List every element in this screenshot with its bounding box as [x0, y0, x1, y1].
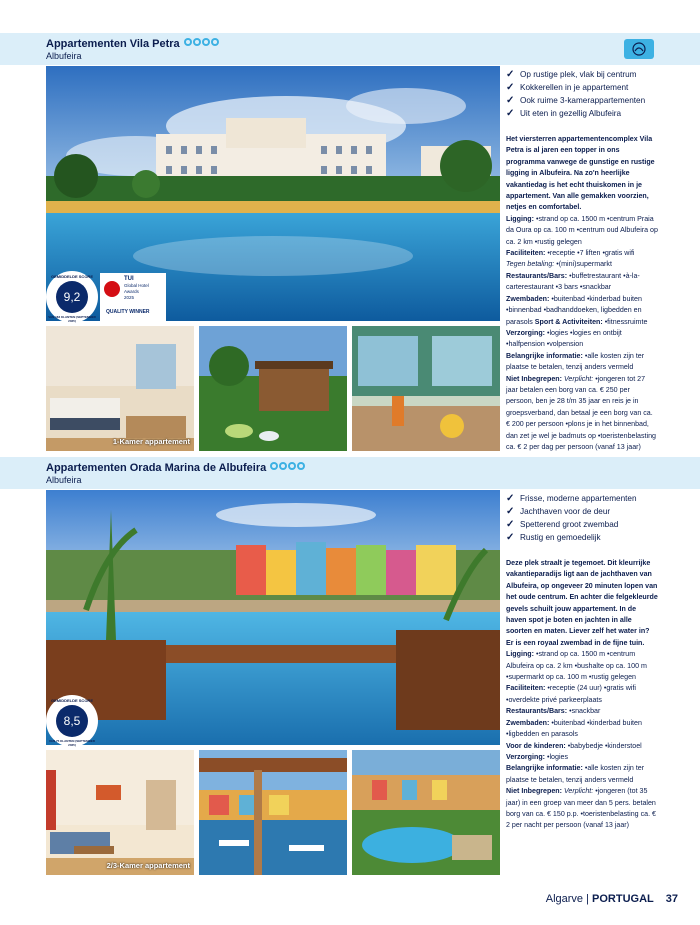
hotel-header-1 — [0, 33, 700, 65]
check-icon: ✓ — [506, 108, 515, 119]
hotel-main-photo — [46, 490, 500, 745]
list-item: ✓ Kokkerellen in je appartement — [506, 82, 629, 93]
score-value: 9,2 — [56, 281, 88, 313]
guest-score-badge: GEMIDDELDE SCORE 9,2 VAN 183 KLANTEN (SEPTEMBER 2025) — [46, 271, 98, 323]
list-item: ✓ Op rustige plek, vlak bij centrum — [506, 69, 637, 80]
check-icon: ✓ — [506, 532, 515, 543]
list-item: ✓ Jachthaven voor de deur — [506, 506, 611, 517]
family-icon — [624, 39, 654, 59]
page-footer: Algarve | PORTUGAL 37 — [545, 893, 678, 905]
list-item: ✓ Frisse, moderne appartementen — [506, 493, 637, 504]
tui-award-badge: TUI Global Hotel Awards 2025 QUALITY WINNER — [100, 273, 166, 321]
list-item: ✓ Uit eten in gezellig Albufeira — [506, 108, 622, 119]
highlights-list — [506, 492, 637, 544]
hotel-city: Albufeira — [46, 51, 82, 61]
list-item: ✓ Rustig en gemoedelijk — [506, 532, 601, 543]
list-item: ✓ Spetterend groot zwembad — [506, 519, 619, 530]
highlights-list — [506, 68, 645, 120]
hotel-title: Appartementen Orada Marina de Albufeira — [46, 462, 305, 474]
photo-caption: 2/3-Kamer appartement — [106, 861, 190, 870]
check-icon: ✓ — [506, 82, 515, 93]
hotel-header-2 — [0, 457, 700, 489]
marina-photo — [199, 750, 347, 875]
pool-aerial-photo — [352, 750, 500, 875]
photo-caption: 1-Kamer appartement — [112, 437, 190, 446]
check-icon: ✓ — [506, 95, 515, 106]
hotel-description: Het viersterren appartementencomplex Vila Petra is al jaren een topper in ons programma vanwege de gunstige en rustige ligging in Albufeira. Na zo'n heerlijke vakantiedag is het echt thuiskomen in je appartement. Van alle gemakken voorzien, netjes en comfortabel. Ligging: •strand op ca. 1500 m •centrum Praia da Oura op ca. 100 m •centrum oud Albufeira op ca. 2 km •rustig gelegen Faciliteiten: •receptie •7 liften •gratis wifi Tegen betaling: •(mini)supermarkt Restaurants/Bars: •buffetrestaurant •à-la-carterestaurant •3 bars •snackbar Zwembaden: •buitenbad •kinderbad buiten •binnenbad •badhanddoeken, ligbedden en parasols Sport & Activiteiten: •fitnessruimte Verzorging: •logies •logies en ontbijt •halfpension •volpension Belangrijke informatie: •alle kosten zijn ter plaatse te betalen, tenzij anders vermeld Niet Inbegrepen: Verplicht: •jongeren tot 27 jaar betalen een borg van ca. € 250 per persoon, ben je 28 t/m 35 jaar en reis je in groepsverband, dan betaal je een borg van ca. € 200 per persoon •plons je in het binnenbad, dan zet je wel je badmuts op •toeristenbelasting ca. € 2 per dag per persoon (vanaf 13 jaar) — [506, 135, 658, 451]
kids-club-photo — [352, 326, 500, 451]
hotel-room-photo — [46, 750, 194, 875]
hotel-title: Appartementen Vila Petra — [46, 38, 219, 50]
check-icon: ✓ — [506, 519, 515, 530]
hotel-description: Deze plek straalt je tegemoet. Dit kleurrijke vakantieparadijs ligt aan de jachthaven van Albufeira, op ongeveer 20 minuten lopen van het oude centrum. En achter die felgekleurde gevels schuilt jouw appartement. In de haven spot je boten en jachten in alle soorten en maten. Liever zelf het water in? Er is een royaal zwembad in de fijne tuin. Ligging: •strand op ca. 1500 m •centrum Albufeira op ca. 2 km •bushalte op ca. 100 m •supermarkt op ca. 100 m •rustig gelegen Faciliteiten: •receptie (24 uur) •gratis wifi •overdekte privé parkeerplaats Restaurants/Bars: •snackbar Zwembaden: •buitenbad •kinderbad buiten •ligbedden en parasols Voor de kinderen: •babybedje •kinderstoel Verzorging: •logies Belangrijke informatie: •alle kosten zijn ter plaatse te betalen, tenzij anders vermeld Niet Inbegrepen: Verplicht: •jongeren (tot 35 jaar) in een groep van meer dan 5 pers. betalen borg van ca. € 150 p.p. •toeristenbelasting ca. € 2 per nacht per persoon (vanaf 13 jaar) — [506, 559, 658, 830]
tui-logo-icon — [104, 281, 120, 297]
score-value: 8,5 — [56, 705, 88, 737]
hotel-garden-photo — [199, 326, 347, 451]
check-icon: ✓ — [506, 69, 515, 80]
star-rating-icons — [270, 462, 305, 470]
list-item: ✓ Ook ruime 3-kamerappartementen — [506, 95, 646, 106]
page-number: 37 — [665, 893, 678, 905]
hotel-room-photo — [46, 326, 194, 451]
hotel-city: Albufeira — [46, 475, 82, 485]
guest-score-badge: GEMIDDELDE SCORE 8,5 VAN 75 KLANTEN (SEPTEMBER 2025) — [46, 695, 98, 747]
check-icon: ✓ — [506, 506, 515, 517]
check-icon: ✓ — [506, 493, 515, 504]
star-rating-icons — [184, 38, 219, 46]
